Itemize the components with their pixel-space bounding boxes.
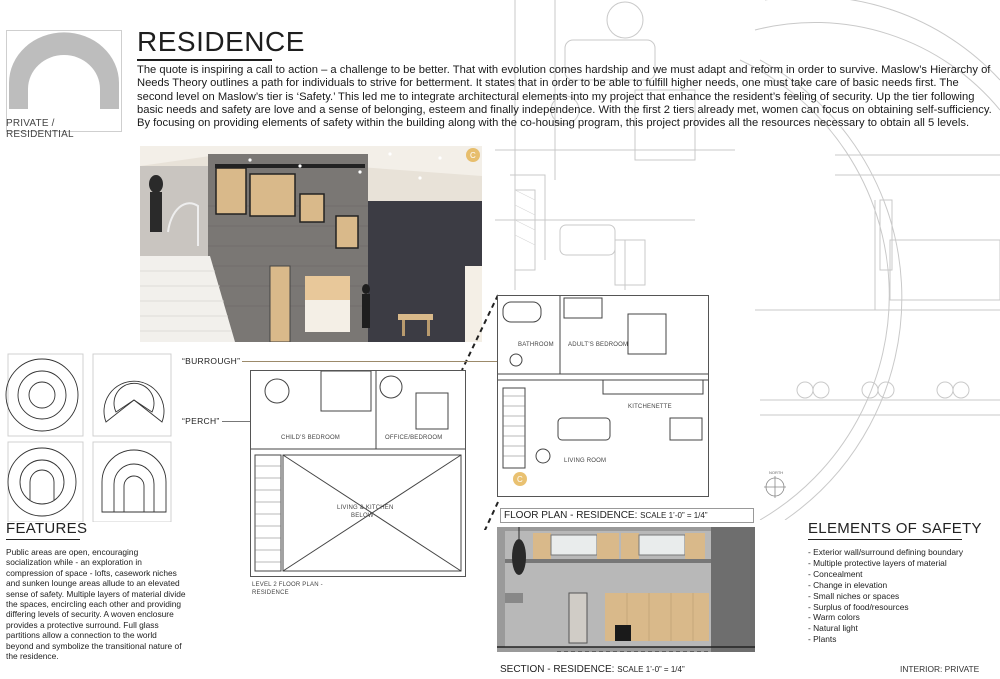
kitchenette-label: KITCHENETTE bbox=[628, 404, 672, 410]
page-title: RESIDENCE bbox=[137, 26, 305, 57]
safety-item: - Surplus of food/resources bbox=[808, 601, 909, 612]
title-underline bbox=[137, 59, 272, 61]
logo-label: PRIVATE / RESIDENTIAL bbox=[6, 118, 74, 140]
arch-icon bbox=[7, 31, 121, 131]
adults-bedroom-label: ADULT’S BEDROOM bbox=[568, 342, 629, 348]
intro-paragraph: The quote is inspiring a call to action – a challenge to be better. That with evolution comes hardship and we must adapt and reform in order to survive. Maslow’s Hierarchy of Needs Theory outlines a path for individuals to strive for betterment. It states that in order to be able to fulfill higher needs, one must take care of basic needs first. The second level on Maslow’s tier is ‘Safety.’ This led me to integrate architectural elements into my project that enhance the resident’s feeling of security. Up the tier following basic needs and safety are love and a sense of belonging, esteem and finally independence. With the first 2 tiers already met, women can focus on obtaining self-sufficiency. By focusing on providing elements of safety within the building along with the co-housing program, this project provides all the resources necessary to obtain all 5 levels. bbox=[137, 64, 992, 130]
private-residential-logo bbox=[6, 30, 122, 132]
level-2-caption-line2: RESIDENCE bbox=[252, 590, 289, 596]
safety-item: - Natural light bbox=[808, 623, 858, 634]
below-label: BELOW bbox=[351, 513, 374, 519]
safety-item: - Multiple protective layers of material bbox=[808, 557, 947, 568]
features-paragraph: Public areas are open, encouraging socialization while - an exploration in compression of space - lofts, casework niches and sunken lounge areas allude to an elevated sense of safety. Multiple layers of material divide the spaces, encircling each other and providing differing levels of security. A woven enclosure provides a protective surround. Full glass partitions allow a connection to the world beyond and symbolize the transitional nature of the residence. bbox=[6, 547, 186, 662]
floor-plan-caption-scale: SCALE 1’-0” = 1/4” bbox=[640, 511, 708, 520]
safety-item: - Plants bbox=[808, 634, 837, 645]
living-room-label: LIVING ROOM bbox=[564, 458, 607, 464]
safety-heading: ELEMENTS OF SAFETY bbox=[808, 520, 982, 537]
features-underline bbox=[6, 539, 80, 540]
safety-underline bbox=[808, 539, 962, 540]
living-kitchen-label: LIVING & KITCHEN bbox=[337, 505, 394, 511]
north-label: NORTH bbox=[769, 470, 784, 475]
section-caption bbox=[500, 664, 685, 675]
render-badge: C bbox=[470, 151, 476, 160]
floor-plan-caption bbox=[500, 508, 754, 523]
level-2-caption-line1: LEVEL 2 FLOOR PLAN - bbox=[252, 582, 323, 588]
footer-label: INTERIOR: PRIVATE bbox=[900, 664, 980, 674]
concentric-diagrams bbox=[0, 352, 175, 522]
floor-plan-caption-title: FLOOR PLAN - RESIDENCE: bbox=[504, 510, 638, 521]
interior-render bbox=[140, 146, 482, 342]
floor-plan-residence bbox=[497, 295, 709, 497]
level-2-floor-plan bbox=[250, 370, 466, 577]
safety-list bbox=[808, 547, 998, 645]
plan-badge: C bbox=[517, 475, 523, 484]
safety-item: - Warm colors bbox=[808, 612, 860, 623]
safety-item: - Small niches or spaces bbox=[808, 590, 900, 601]
north-arrow bbox=[764, 470, 786, 498]
section-drawing bbox=[497, 527, 755, 652]
office-bedroom-label: OFFICE/BEDROOM bbox=[385, 435, 443, 441]
perch-tag: “PERCH” bbox=[182, 416, 220, 426]
childs-bedroom-label: CHILD’S BEDROOM bbox=[281, 435, 341, 441]
bathroom-label: BATHROOM bbox=[518, 342, 554, 348]
features-heading: FEATURES bbox=[6, 520, 88, 537]
safety-item: - Exterior wall/surround defining boundary bbox=[808, 547, 964, 557]
safety-item: - Change in elevation bbox=[808, 579, 888, 590]
burrough-tag: “BURROUGH” bbox=[182, 356, 241, 366]
section-caption-scale: SCALE 1’-0” = 1/4” bbox=[617, 665, 685, 674]
safety-item: - Concealment bbox=[808, 568, 863, 579]
section-caption-title: SECTION - RESIDENCE: bbox=[500, 664, 615, 675]
